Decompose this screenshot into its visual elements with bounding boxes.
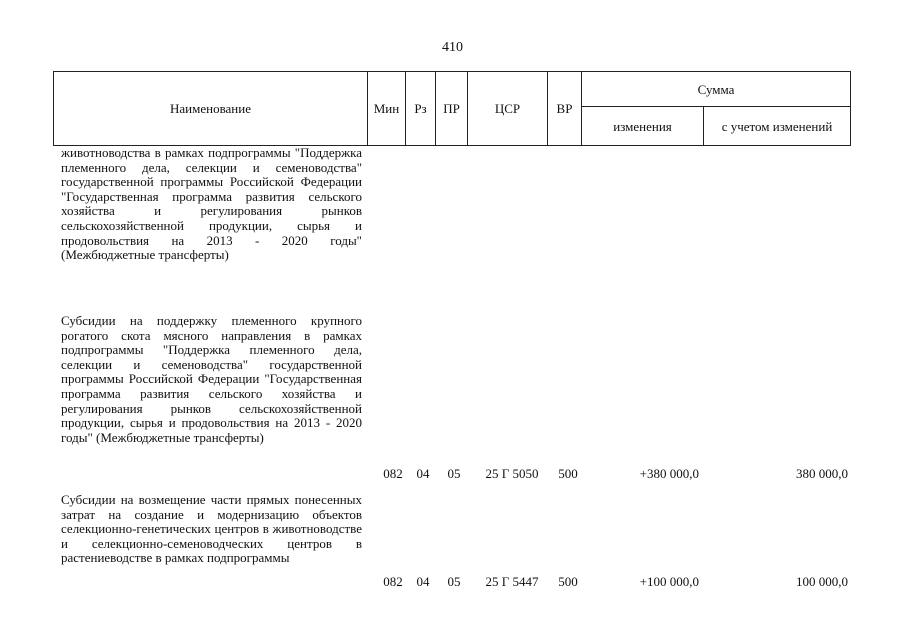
header-name: Наименование [53,71,368,146]
row-csr: 25 Г 5050 [485,466,539,481]
row-name: животноводства в рамках подпрограммы "Поддержка племенного дела, селекции и семеноводства" государственной программы Российской Федерации "Государственная программа развития сельского хозяйства и регулирования рынков сельскохозяйственной продукции, сырья и продовольствия на 2013 - 2020 годы" (Межбюджетные трансферты) [61,145,362,263]
header-change: изменения [581,106,704,146]
row-name: Субсидии на возмещение части прямых понесенных затрат на создание и модернизацию объектов селекционно-генетических центров в животноводстве и селекционно-семеноводческих центров в растениеводстве в рамках подпрограммы [61,492,362,566]
row-vr: 500 [558,466,578,481]
header-with-change: с учетом изменений [703,106,851,146]
row-change: +100 000,0 [639,574,699,589]
row-vr: 500 [558,574,578,589]
header-min: Мин [367,71,406,146]
row-total: 380 000,0 [796,466,848,481]
row-min: 082 [383,574,403,589]
header-csr: ЦСР [467,71,548,146]
row-change: +380 000,0 [639,466,699,481]
header-sum: Сумма [581,71,851,107]
row-pr: 05 [447,574,461,589]
row-rz: 04 [416,466,430,481]
row-name: Субсидии на поддержку племенного крупного рогатого скота мясного направления в рамках подпрограммы "Поддержка племенного дела, селекции и семеноводства" государственной программы Российской Федерации "Государственная программа развития сельского хозяйства и регулирования рынков сельскохозяйственной продукции, сырья и продовольствия на 2013 - 2020 годы" (Межбюджетные трансферты) [61,313,362,445]
header-pr: ПР [435,71,468,146]
row-min: 082 [383,466,403,481]
header-vr: ВР [547,71,582,146]
row-rz: 04 [416,574,430,589]
header-rz: Рз [405,71,436,146]
row-total: 100 000,0 [796,574,848,589]
row-pr: 05 [447,466,461,481]
page-number: 410 [442,40,463,55]
row-csr: 25 Г 5447 [485,574,539,589]
